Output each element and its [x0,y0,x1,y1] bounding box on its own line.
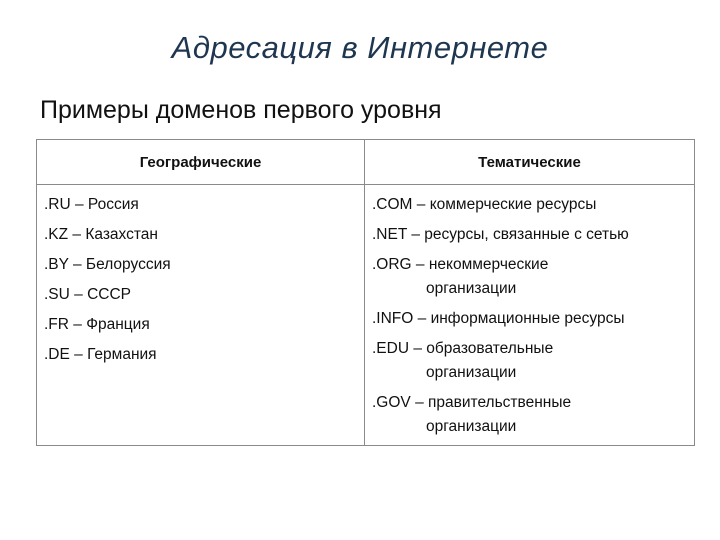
slide-title: Адресация в Интернете [171,30,549,65]
theme-domain-edu: .EDU – образовательные [372,340,554,357]
list-item [372,307,694,331]
table-header-row [37,140,695,185]
header-thematic: Тематические [365,140,695,185]
geographic-list [44,193,364,367]
list-item [372,253,694,301]
list-item [44,223,364,247]
list-item [372,193,694,217]
theme-domain-org: .ORG – некоммерческие [372,256,549,273]
theme-domain-net: .NET – ресурсы, связанные с сетью [372,226,629,243]
geo-domain-fr: .FR – Франция [44,316,150,333]
list-item [44,253,364,277]
list-item [44,283,364,307]
geo-domain-kz: .KZ – Казахстан [44,226,158,243]
domain-table [36,139,695,446]
geographic-cell [37,185,365,446]
theme-domain-info: .INFO – информационные ресурсы [372,310,625,327]
list-item [372,337,694,385]
theme-domain-gov: .GOV – правительственные [372,394,572,411]
list-item [44,343,364,367]
thematic-list [372,193,694,439]
geo-domain-by: .BY – Белоруссия [44,256,171,273]
geo-domain-ru: .RU – Россия [44,196,139,213]
theme-domain-edu-continuation: организации [426,364,517,381]
list-item [44,193,364,217]
theme-domain-com: .COM – коммерческие ресурсы [372,196,597,213]
geo-domain-su: .SU – СССР [44,286,131,303]
table-body-row [37,185,695,446]
slide-subtitle: Примеры доменов первого уровня [40,96,442,124]
theme-domain-org-continuation: организации [426,280,517,297]
header-geographic: Географические [37,140,365,185]
list-item [44,313,364,337]
theme-domain-gov-continuation: организации [426,418,517,435]
list-item [372,223,694,247]
list-item [372,391,694,439]
thematic-cell [365,185,695,446]
geo-domain-de: .DE – Германия [44,346,157,363]
